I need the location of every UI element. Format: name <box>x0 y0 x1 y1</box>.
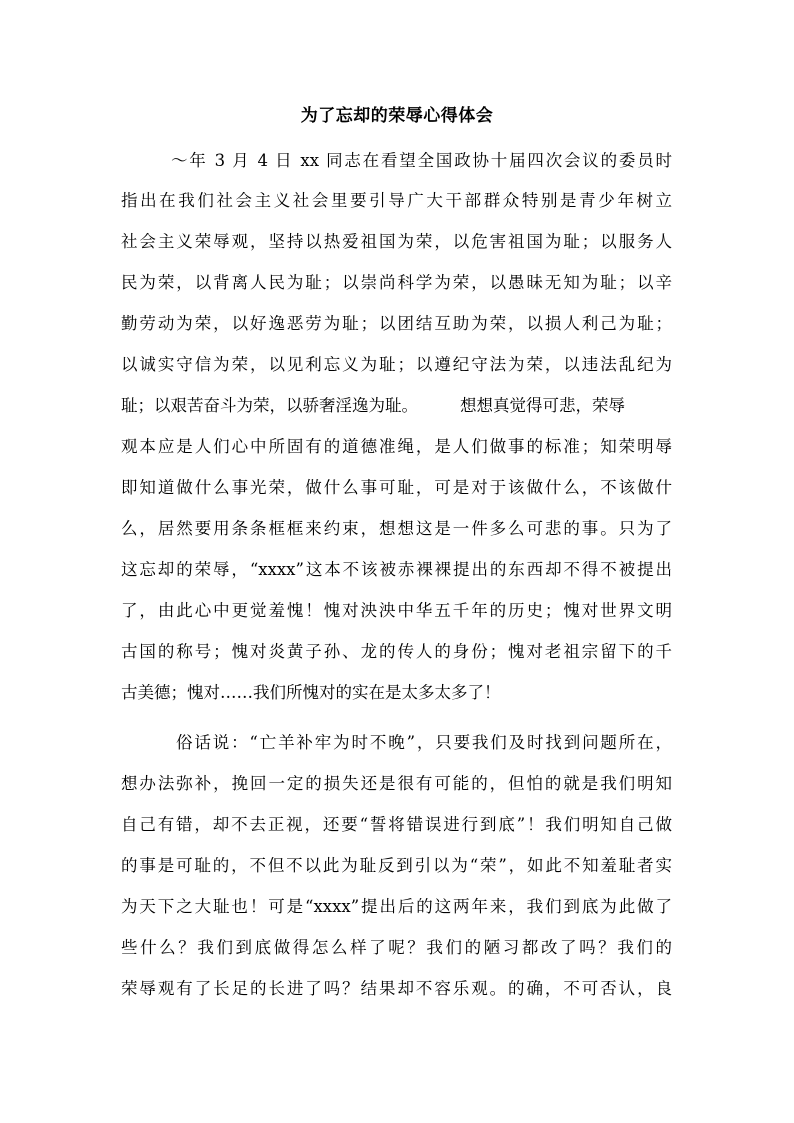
text-line: 古国的称号；愧对炎黄子孙、龙的传人的身份；愧对老祖宗留下的千 <box>121 642 672 661</box>
document-title: 为了忘却的荣辱心得体会 <box>300 106 494 126</box>
text-line: 耻；以艰苦奋斗为荣，以骄奢淫逸为耻。 想想真觉得可悲，荣辱 <box>121 396 625 415</box>
text-line: 荣辱观有了长足的长进了吗？结果却不容乐观。的确，不可否认，良 <box>121 979 672 998</box>
text-line: ～年 3 月 4 日 xx 同志在看望全国政协十届四次会议的委员时 <box>171 151 672 170</box>
text-line: 民为荣，以背离人民为耻；以崇尚科学为荣，以愚昧无知为耻；以辛 <box>121 273 672 292</box>
text-line: 以诚实守信为荣，以见利忘义为耻；以遵纪守法为荣，以违法乱纪为 <box>121 355 672 374</box>
text-line: 古美德；愧对……我们所愧对的实在是太多太多了！ <box>121 683 501 702</box>
text-line: 这忘却的荣辱，“xxxx”这本不该被赤裸裸提出的东西却不得不被提出 <box>121 560 672 579</box>
text-line: 俗话说：“亡羊补牢为时不晚”，只要我们及时找到问题所在， <box>176 733 672 752</box>
text-line: 观本应是人们心中所固有的道德准绳，是人们做事的标准；知荣明辱 <box>121 437 672 456</box>
text-line: 自己有错，却不去正视，还要“誓将错误进行到底”！我们明知自己做 <box>121 815 672 834</box>
text-line: 些什么？我们到底做得怎么样了呢？我们的陋习都改了吗？我们的 <box>121 938 672 957</box>
text-line: 即知道做什么事光荣，做什么事可耻，可是对于该做什么，不该做什 <box>121 478 672 497</box>
text-line: 么，居然要用条条框框来约束，想想这是一件多么可悲的事。只为了 <box>121 519 672 538</box>
text-line: 的事是可耻的，不但不以此为耻反到引以为“荣”，如此不知羞耻者实 <box>121 856 672 875</box>
text-line: 指出在我们社会主义社会里要引导广大干部群众特别是青少年树立 <box>121 191 672 210</box>
text-line: 社会主义荣辱观，坚持以热爱祖国为荣，以危害祖国为耻；以服务人 <box>121 232 672 251</box>
text-line: 为天下之大耻也！可是“xxxx”提出后的这两年来，我们到底为此做了 <box>121 897 672 916</box>
text-line: 勤劳动为荣，以好逸恶劳为耻；以团结互助为荣，以损人利己为耻； <box>121 314 672 333</box>
text-line: 了，由此心中更觉羞愧！愧对泱泱中华五千年的历史；愧对世界文明 <box>121 601 672 620</box>
text-line: 想办法弥补，挽回一定的损失还是很有可能的，但怕的就是我们明知 <box>121 774 672 793</box>
